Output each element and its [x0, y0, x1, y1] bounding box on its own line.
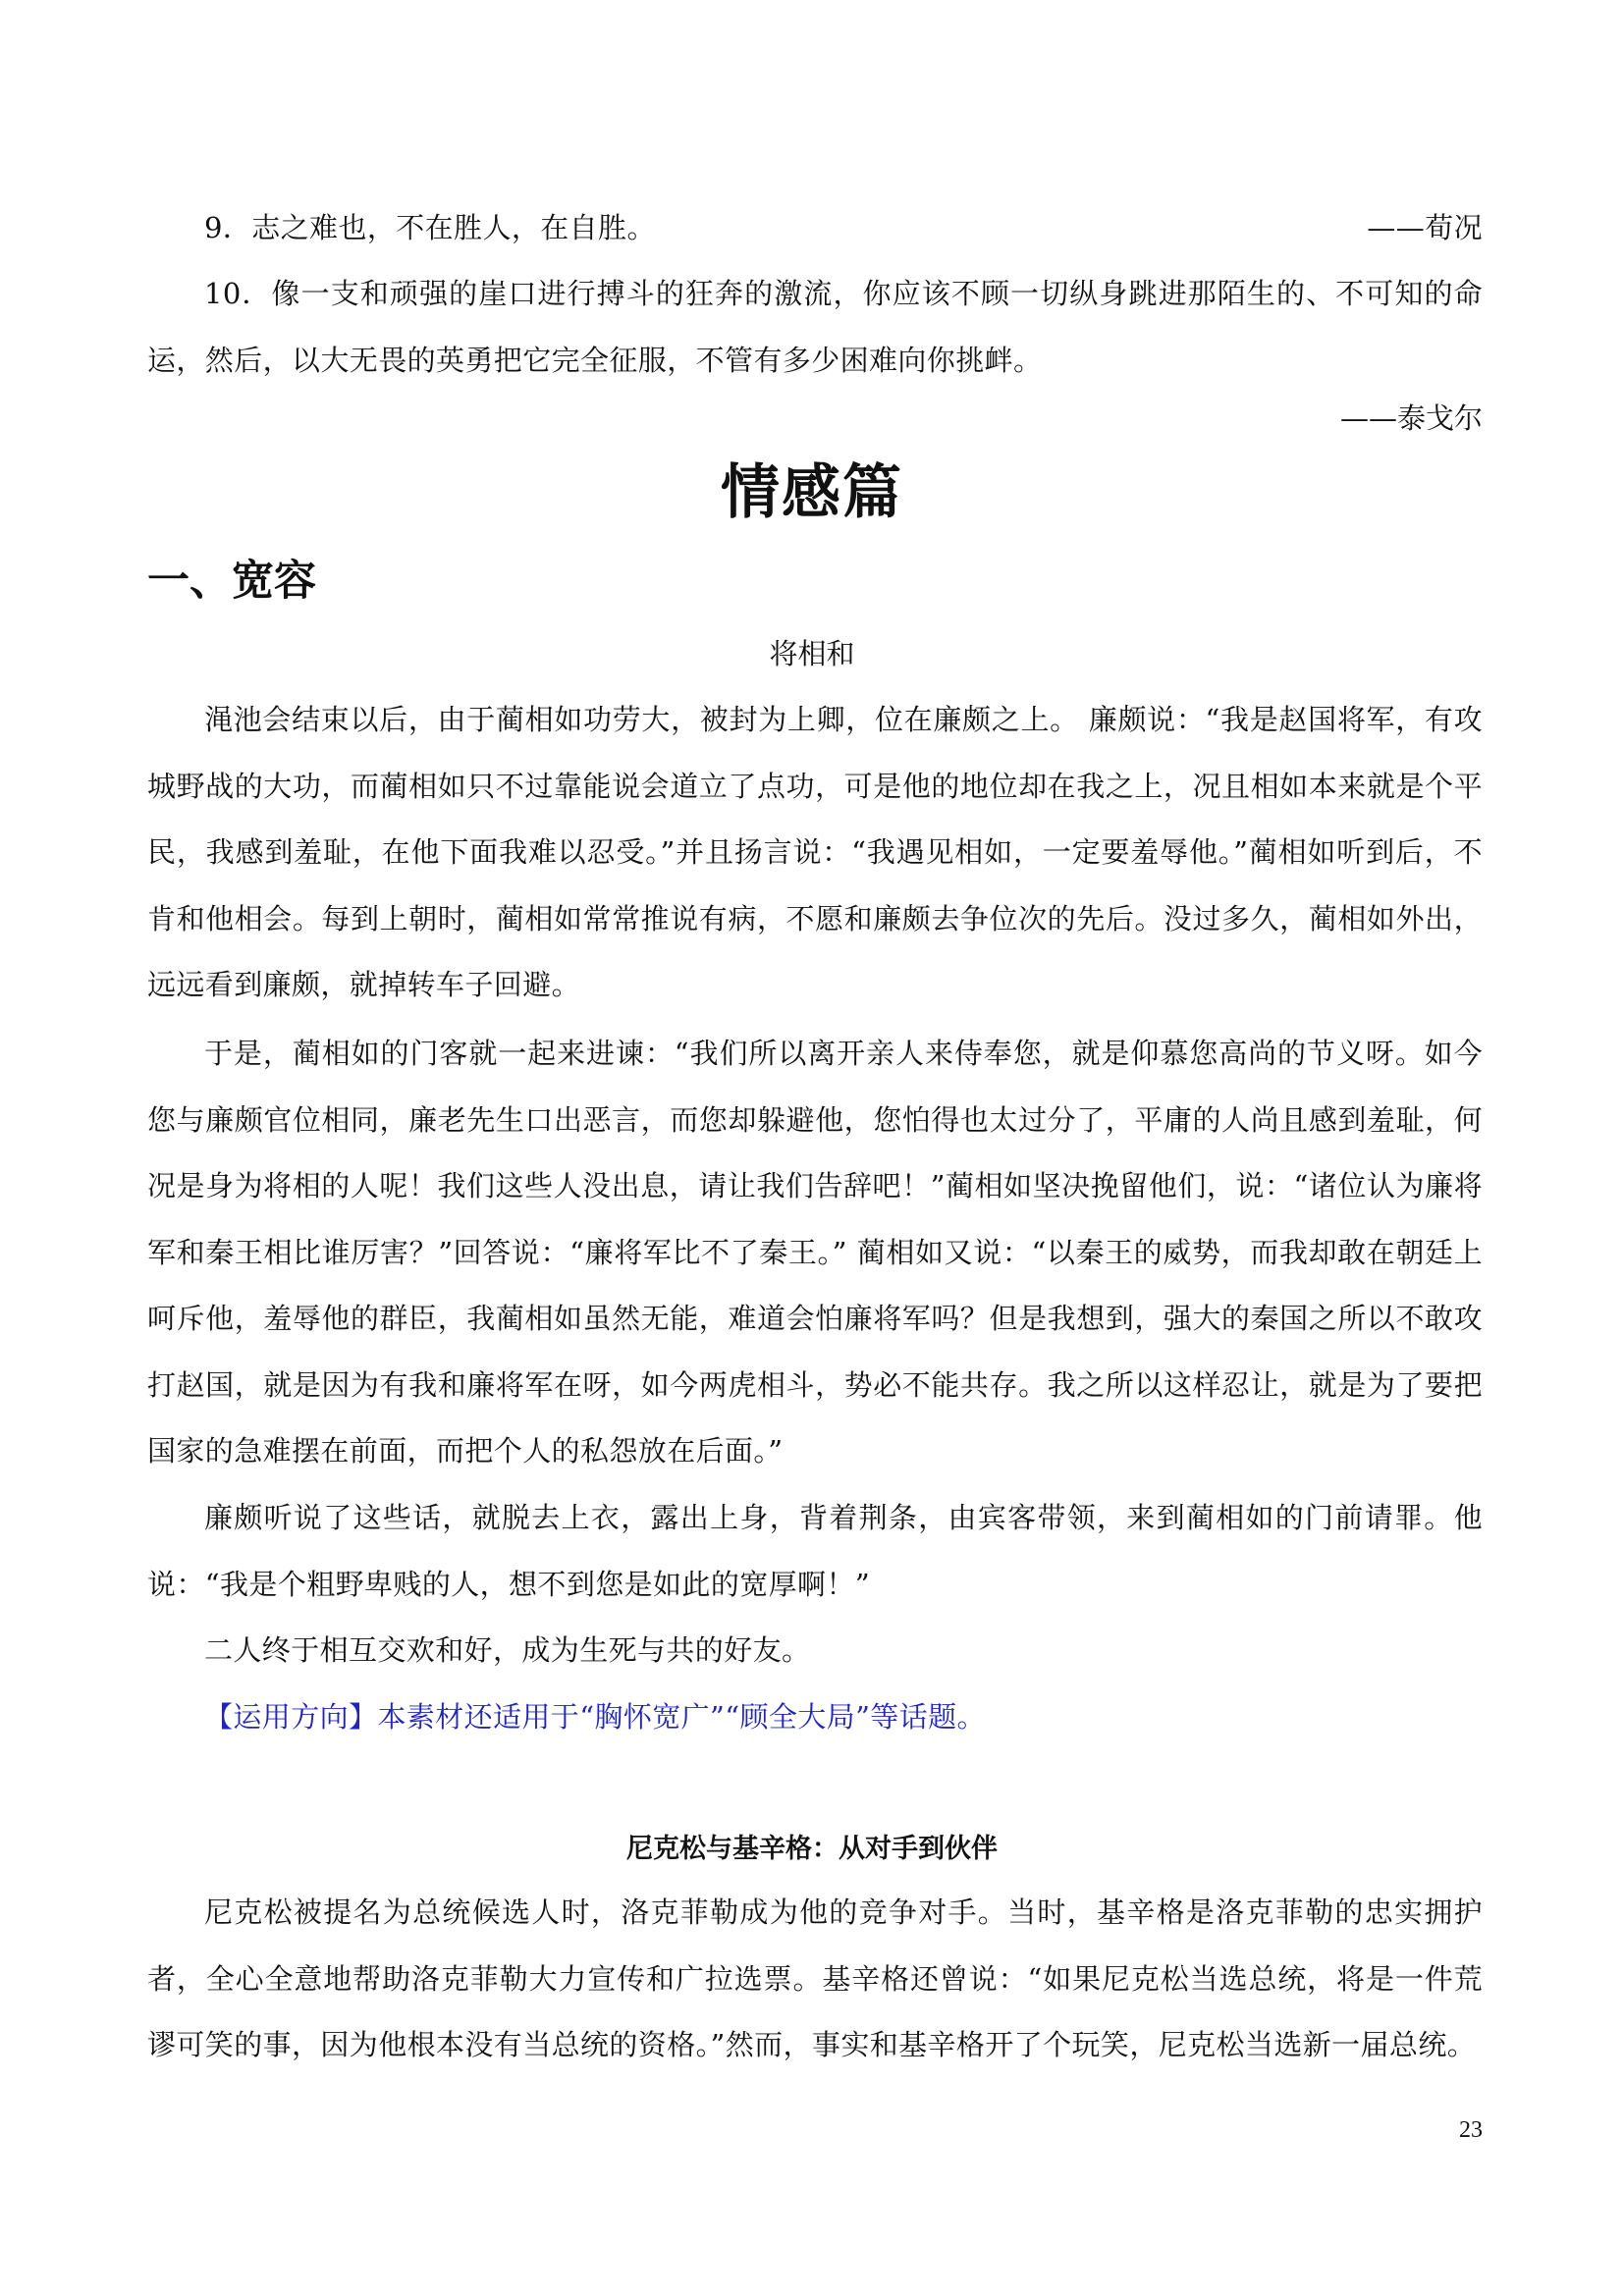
page-number: 23 — [1459, 2117, 1483, 2143]
story1-paragraph-2: 于是，蔺相如的门客就一起来进谏：“我们所以离开亲人来侍奉您，就是仰慕您高尚的节义呀。如今您与廉颇官位相同，廉老先生口出恶言，而您却躲避他，您怕得也太过分了，平庸的人尚且感到羞耻，何况是身为将相的人呢！我们这些人没出息，请让我们告辞吧！”蔺相如坚决挽留他们，说：“诸位认为廉将军和秦王相比谁厉害？”回答说：“廉将军比不了秦王。” 蔺相如又说：“以秦王的威势，而我却敢在朝廷上呵斥他，羞辱他的群臣，我蔺相如虽然无能，难道会怕廉将军吗？但是我想到，强大的秦国之所以不敢攻打赵国，就是因为有我和廉将军在呀，如今两虎相斗，势必不能共存。我之所以这样忍让，就是为了要把国家的急难摆在前面，而把个人的私怨放在后面。” — [147, 1037, 1484, 1468]
story-title-jiangxianghe: 将相和 — [769, 637, 855, 670]
section-title: 情感篇 — [721, 458, 903, 527]
story1-paragraph-3: 廉颇听说了这些话，就脱去上衣，露出上身，背着荆条，由宾客带领，来到蔺相如的门前请罪。他说：“我是个粗野卑贱的人，想不到您是如此的宽厚啊！” — [147, 1501, 1483, 1601]
subsection-title: 一、宽容 — [147, 557, 316, 606]
usage-note: 【运用方向】本素材还适用于“胸怀宽广”“顾全大局”等话题。 — [204, 1700, 986, 1734]
story-title-nixon-kissinger: 尼克松与基辛格：从对手到伙伴 — [626, 1834, 998, 1864]
story1-paragraph-1: 渑池会结束以后，由于蔺相如功劳大，被封为上卿，位在廉颇之上。 廉颇说：“我是赵国将军，有攻城野战的大功，而蔺相如只不过靠能说会道立了点功，可是他的地位却在我之上，况且相如本来就是个平民，我感到羞耻，在他下面我难以忍受。”并且扬言说：“我遇见相如，一定要羞辱他。”蔺相如听到后，不肯和他相会。每到上朝时，蔺相如常常推说有病，不愿和廉颇去争位次的先后。没过多久，蔺相如外出，远远看到廉颇，就掉转车子回避。 — [147, 703, 1483, 1001]
quote-9-author: ——荀况 — [1367, 211, 1483, 244]
story1-paragraph-4: 二人终于相互交欢和好，成为生死与共的好友。 — [204, 1633, 811, 1667]
story2-paragraph-1: 尼克松被提名为总统候选人时，洛克菲勒成为他的竞争对手。当时，基辛格是洛克菲勒的忠实拥护者，全心全意地帮助洛克菲勒大力宣传和广拉选票。基辛格还曾说：“如果尼克松当选总统，将是一件荒谬可笑的事，因为他根本没有当总统的资格。”然而，事实和基辛格开了个玩笑，尼克松当选新一届总统。 — [147, 1896, 1483, 2061]
quote-10-text: 10．像一支和顽强的崖口进行搏斗的狂奔的激流，你应该不顾一切纵身跳进那陌生的、不可知的命运，然后，以大无畏的英勇把它完全征服，不管有多少困难向你挑衅。 — [147, 277, 1483, 377]
quote-9-text: 9．志之难也，不在胜人，在自胜。 — [204, 211, 656, 244]
quote-10-author: ——泰戈尔 — [1339, 401, 1483, 435]
